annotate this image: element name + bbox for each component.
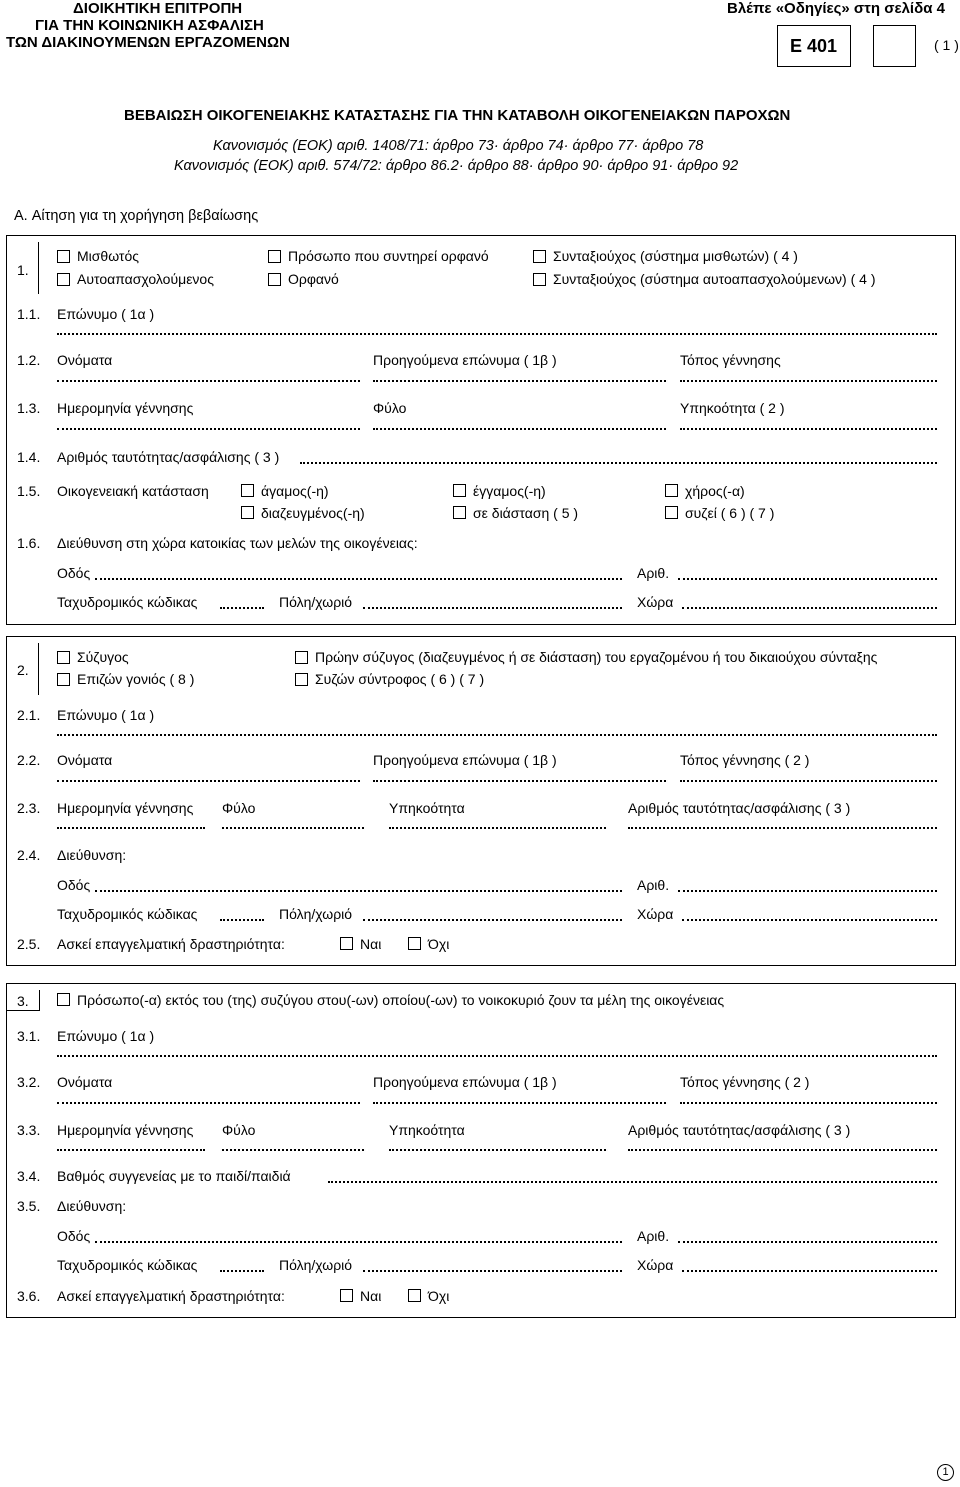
divorced-label: διαζευγμένος(-η) <box>261 505 365 521</box>
field-3-6-number: 3.6. <box>17 1288 41 1304</box>
s3-names-label: Ονόματα <box>57 1074 113 1090</box>
s3-occupation-no-label: Όχι <box>428 1288 450 1304</box>
s2-number-label: Αριθ. <box>637 877 670 893</box>
s2-nationality-field[interactable] <box>389 817 606 829</box>
country-label: Χώρα <box>637 594 674 610</box>
pensioner-employee-label: Συνταξιούχος (σύστημα μισθωτών) ( 4 ) <box>553 248 798 264</box>
s3-dob-label: Ημερομηνία γέννησης <box>57 1122 194 1138</box>
s3-postcode-field[interactable] <box>220 1260 264 1272</box>
other-person-checkbox[interactable] <box>57 993 70 1006</box>
s2-birthplace-label: Τόπος γέννησης ( 2 ) <box>680 752 810 768</box>
s2-dob-label: Ημερομηνία γέννησης <box>57 800 194 816</box>
s3-occupation-yes-label: Ναι <box>360 1288 382 1304</box>
cohabiting-label: συζεί ( 6 ) ( 7 ) <box>685 505 775 521</box>
s2-nationality-label: Υπηκοότητα <box>389 800 465 816</box>
s3-surname-field[interactable] <box>57 1045 937 1057</box>
field-1-3-number: 1.3. <box>17 400 41 416</box>
s2-occupation-no-label: Όχι <box>428 936 450 952</box>
orphan-checkbox[interactable] <box>268 273 281 286</box>
sex-field[interactable] <box>373 418 666 430</box>
s3-number-label: Αριθ. <box>637 1228 670 1244</box>
id-number-field[interactable] <box>300 452 937 464</box>
s3-nationality-label: Υπηκοότητα <box>389 1122 465 1138</box>
s3-birthplace-field[interactable] <box>680 1092 937 1104</box>
family-status-label: Οικογενειακή κατάσταση <box>57 483 209 499</box>
s2-prev-surnames-label: Προηγούμενα επώνυμα ( 1β ) <box>373 752 557 768</box>
form-number-box[interactable] <box>873 25 916 67</box>
s3-address-title: Διεύθυνση: <box>57 1198 127 1214</box>
former-spouse-label: Πρώην σύζυγος (διαζευγμένος ή σε διάσταση) του εργαζομένου ή του δικαιούχου σύνταξης <box>315 649 878 665</box>
partner-label: Συζών σύντροφος ( 6 ) ( 7 ) <box>315 671 485 687</box>
field-3-3-number: 3.3. <box>17 1122 41 1138</box>
s3-dob-field[interactable] <box>57 1139 205 1151</box>
town-field[interactable] <box>363 597 622 609</box>
s3-birthplace-label: Τόπος γέννησης ( 2 ) <box>680 1074 810 1090</box>
s2-surname-field[interactable] <box>57 724 937 736</box>
nationality-field[interactable] <box>680 418 937 430</box>
s3-country-field[interactable] <box>682 1260 937 1272</box>
s3-town-field[interactable] <box>363 1260 622 1272</box>
s2-postcode-label: Ταχυδρομικός κώδικας <box>57 906 198 922</box>
s3-sex-field[interactable] <box>222 1139 364 1151</box>
divorced-checkbox[interactable] <box>241 506 254 519</box>
section-2-number: 2. <box>17 662 29 678</box>
town-label: Πόλη/χωριό <box>279 594 353 610</box>
s2-occupation-label: Ασκεί επαγγελματική δραστηριότητα: <box>57 936 285 952</box>
regulation-2: Κανονισμός (ΕΟΚ) αριθ. 574/72: άρθρο 86.2· άρθρο 88· άρθρο 90· άρθρο 91· άρθρο 92 <box>174 158 739 174</box>
s3-names-field[interactable] <box>57 1092 360 1104</box>
former-spouse-checkbox[interactable] <box>295 651 308 664</box>
s3-surname-label: Επώνυμο ( 1α ) <box>57 1028 155 1044</box>
names-field[interactable] <box>57 370 360 382</box>
s3-country-label: Χώρα <box>637 1257 674 1273</box>
field-3-5-number: 3.5. <box>17 1198 41 1214</box>
s2-occupation-no-checkbox[interactable] <box>408 937 421 950</box>
s3-id-number-field[interactable] <box>628 1139 937 1151</box>
s3-town-label: Πόλη/χωριό <box>279 1257 353 1273</box>
note-ref: ( 1 ) <box>934 37 959 53</box>
s3-occupation-yes-checkbox[interactable] <box>340 1289 353 1302</box>
self-employed-label: Αυτοαπασχολούμενος <box>77 271 214 287</box>
pensioner-self-label: Συνταξιούχος (σύστημα αυτοαπασχολούμενων) ( 4 ) <box>553 271 876 287</box>
s2-id-number-field[interactable] <box>628 817 937 829</box>
spouse-label: Σύζυγος <box>77 649 129 665</box>
s2-prev-surnames-field[interactable] <box>373 770 666 782</box>
s2-names-field[interactable] <box>57 770 360 782</box>
field-2-3-number: 2.3. <box>17 800 41 816</box>
org-line-2: ΓΙΑ ΤΗΝ ΚΟΙΝΩΝΙΚΗ ΑΣΦΑΛΙΣΗ <box>35 17 264 34</box>
s3-prev-surnames-field[interactable] <box>373 1092 666 1104</box>
orphan-label: Ορφανό <box>288 271 339 287</box>
s2-address-title: Διεύθυνση: <box>57 847 127 863</box>
married-checkbox[interactable] <box>453 484 466 497</box>
field-1-2-number: 1.2. <box>17 352 41 368</box>
section-3-number-divider-v <box>39 990 40 1011</box>
s2-names-label: Ονόματα <box>57 752 113 768</box>
s2-occupation-yes-checkbox[interactable] <box>340 937 353 950</box>
street-field[interactable] <box>95 568 622 580</box>
s2-street-label: Οδός <box>57 877 91 893</box>
s2-street-field[interactable] <box>95 880 622 892</box>
s2-sex-label: Φύλο <box>222 800 256 816</box>
s2-country-label: Χώρα <box>637 906 674 922</box>
id-number-label: Αριθμός ταυτότητας/ασφάλισης ( 3 ) <box>57 449 280 465</box>
nationality-label: Υπηκοότητα ( 2 ) <box>680 400 785 416</box>
spouse-checkbox[interactable] <box>57 651 70 664</box>
s3-occupation-label: Ασκεί επαγγελματική δραστηριότητα: <box>57 1288 285 1304</box>
separated-checkbox[interactable] <box>453 506 466 519</box>
page-number: 1 <box>937 1464 954 1481</box>
field-2-5-number: 2.5. <box>17 936 41 952</box>
org-line-3: ΤΩΝ ΔΙΑΚΙΝΟΥΜΕΝΩΝ ΕΡΓΑΖΟΜΕΝΩΝ <box>6 34 290 51</box>
self-employed-checkbox[interactable] <box>57 273 70 286</box>
form-code: E 401 <box>777 25 851 67</box>
widowed-label: χήρος(-α) <box>685 483 745 499</box>
single-checkbox[interactable] <box>241 484 254 497</box>
s2-id-number-label: Αριθμός ταυτότητας/ασφάλισης ( 3 ) <box>628 800 851 816</box>
s2-town-label: Πόλη/χωριό <box>279 906 353 922</box>
field-2-4-number: 2.4. <box>17 847 41 863</box>
prev-surnames-label: Προηγούμενα επώνυμα ( 1β ) <box>373 352 557 368</box>
field-3-4-number: 3.4. <box>17 1168 41 1184</box>
s2-country-field[interactable] <box>682 909 937 921</box>
field-3-1-number: 3.1. <box>17 1028 41 1044</box>
section-3-number-divider <box>6 1010 39 1011</box>
partner-checkbox[interactable] <box>295 673 308 686</box>
field-1-6-number: 1.6. <box>17 535 41 551</box>
married-label: έγγαμος(-η) <box>473 483 546 499</box>
s2-number-field[interactable] <box>678 880 937 892</box>
s2-dob-field[interactable] <box>57 817 205 829</box>
prev-surnames-field[interactable] <box>373 370 666 382</box>
s3-id-number-label: Αριθμός ταυτότητας/ασφάλισης ( 3 ) <box>628 1122 851 1138</box>
separated-label: σε διάσταση ( 5 ) <box>473 505 579 521</box>
widowed-checkbox[interactable] <box>665 484 678 497</box>
s3-nationality-field[interactable] <box>389 1139 606 1151</box>
s2-postcode-field[interactable] <box>220 909 264 921</box>
see-instructions: Βλέπε «Οδηγίες» στη σελίδα 4 <box>727 0 945 17</box>
surname-label: Επώνυμο ( 1α ) <box>57 306 155 322</box>
s2-birthplace-field[interactable] <box>680 770 937 782</box>
s2-sex-field[interactable] <box>222 817 364 829</box>
guardian-label: Πρόσωπο που συντηρεί ορφανό <box>288 248 489 264</box>
s3-street-field[interactable] <box>95 1231 622 1243</box>
birthplace-label: Τόπος γέννησης <box>680 352 781 368</box>
field-2-1-number: 2.1. <box>17 707 41 723</box>
dob-label: Ημερομηνία γέννησης <box>57 400 194 416</box>
s2-town-field[interactable] <box>363 909 622 921</box>
birthplace-field[interactable] <box>680 370 937 382</box>
s3-street-label: Οδός <box>57 1228 91 1244</box>
section-1-number: 1. <box>17 262 29 278</box>
s2-surname-label: Επώνυμο ( 1α ) <box>57 707 155 723</box>
guardian-checkbox[interactable] <box>268 250 281 263</box>
s3-kinship-field[interactable] <box>328 1171 937 1183</box>
employee-checkbox[interactable] <box>57 250 70 263</box>
s3-number-field[interactable] <box>678 1231 937 1243</box>
section-a-heading: A. Αίτηση για τη χορήγηση βεβαίωσης <box>14 208 259 224</box>
s3-kinship-label: Βαθμός συγγενείας με το παιδί/παιδιά <box>57 1168 291 1184</box>
sex-label: Φύλο <box>373 400 407 416</box>
regulation-1: Κανονισμός (ΕΟΚ) αριθ. 1408/71: άρθρο 73· άρθρο 74· άρθρο 77· άρθρο 78 <box>213 138 704 154</box>
section-1-frame <box>6 235 956 625</box>
dob-field[interactable] <box>57 418 360 430</box>
form-title: ΒΕΒΑΙΩΣΗ ΟΙΚΟΓΕΝΕΙΑΚΗΣ ΚΑΤΑΣΤΑΣΗΣ ΓΙΑ ΤΗΝ ΚΑΤΑΒΟΛΗ ΟΙΚΟΓΕΝΕΙΑΚΩΝ ΠΑΡΟΧΩΝ <box>124 107 791 124</box>
field-1-5-number: 1.5. <box>17 483 41 499</box>
address-title: Διεύθυνση στη χώρα κατοικίας των μελών της οικογένειας: <box>57 535 418 551</box>
employee-label: Μισθωτός <box>77 248 139 264</box>
field-1-4-number: 1.4. <box>17 449 41 465</box>
s3-prev-surnames-label: Προηγούμενα επώνυμα ( 1β ) <box>373 1074 557 1090</box>
pensioner-employee-checkbox[interactable] <box>533 250 546 263</box>
field-3-2-number: 3.2. <box>17 1074 41 1090</box>
s2-occupation-yes-label: Ναι <box>360 936 382 952</box>
other-person-label: Πρόσωπο(-α) εκτός του (της) συζύγου στου(-ων) οποίου(-ων) το νοικοκυριό ζουν τα μέλη της οικογένειας <box>77 992 725 1008</box>
surname-field[interactable] <box>57 323 937 335</box>
cohabiting-checkbox[interactable] <box>665 506 678 519</box>
field-1-1-number: 1.1. <box>17 306 41 322</box>
surviving-parent-checkbox[interactable] <box>57 673 70 686</box>
street-label: Οδός <box>57 565 91 581</box>
names-label: Ονόματα <box>57 352 113 368</box>
postcode-label: Ταχυδρομικός κώδικας <box>57 594 198 610</box>
postcode-field[interactable] <box>220 597 264 609</box>
field-2-2-number: 2.2. <box>17 752 41 768</box>
number-label: Αριθ. <box>637 565 670 581</box>
surviving-parent-label: Επιζών γονιός ( 8 ) <box>77 671 195 687</box>
s3-occupation-no-checkbox[interactable] <box>408 1289 421 1302</box>
number-field[interactable] <box>678 568 937 580</box>
section-3-number: 3. <box>17 993 29 1009</box>
org-line-1: ΔΙΟΙΚΗΤΙΚΗ ΕΠΙΤΡΟΠΗ <box>73 0 243 17</box>
pensioner-self-checkbox[interactable] <box>533 273 546 286</box>
s3-sex-label: Φύλο <box>222 1122 256 1138</box>
s3-postcode-label: Ταχυδρομικός κώδικας <box>57 1257 198 1273</box>
country-field[interactable] <box>682 597 937 609</box>
single-label: άγαμος(-η) <box>261 483 329 499</box>
